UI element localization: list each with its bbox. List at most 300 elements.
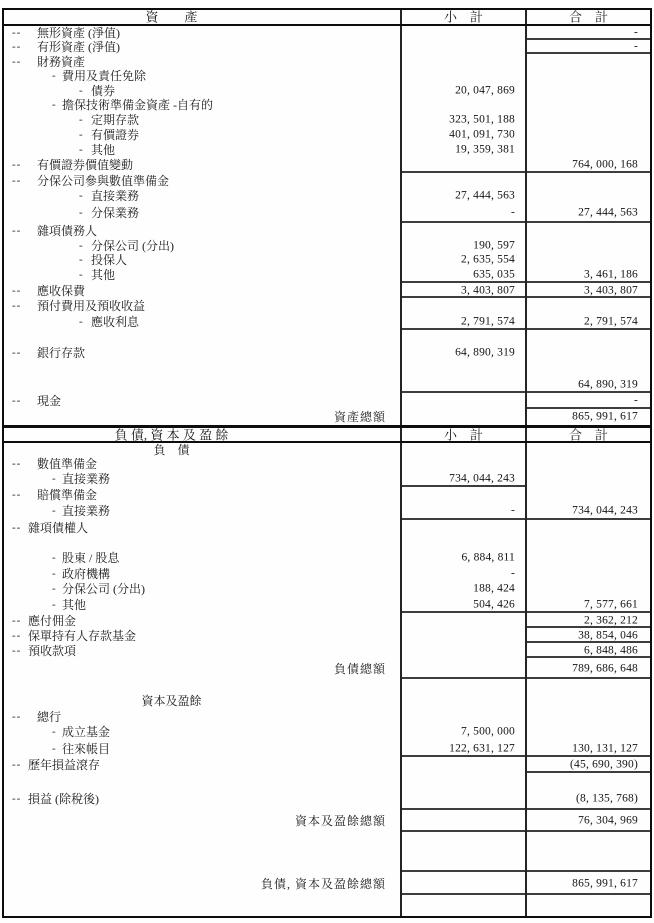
hierarchy-dash: - [79,84,84,96]
subtotal-cell [400,581,525,597]
total-value: 3, 461, 186 [584,268,638,281]
row-label: 數值準備金 [37,457,98,471]
total-cell [525,773,650,787]
total-cell [525,54,650,69]
hierarchy-dash: -- [12,284,22,296]
row-label: 應收保費 [37,283,86,298]
liabilities-column-header: 負 債, 資 本 及 盈 餘 [114,427,229,442]
total-cell [525,566,650,581]
row-label: 有價證券 [91,127,140,142]
label-cell [4,693,400,709]
total-cell [525,298,650,313]
subtotal-cell [400,679,525,693]
total-value: 2, 362, 212 [584,613,638,626]
hierarchy-dash: - [79,206,84,219]
hierarchy-dash: - [79,268,84,281]
label-cell [4,83,400,98]
subtotal-cell [400,740,525,757]
total-cell [525,787,650,810]
table-row [4,69,650,83]
total-value: 130, 131, 127 [572,741,638,754]
subtotal-cell [400,613,525,628]
total-value: 6, 848, 486 [584,643,638,656]
hierarchy-dash: -- [12,521,22,533]
hierarchy-dash: -- [12,710,22,722]
subtotal-cell [400,298,525,313]
hierarchy-dash: - [79,113,84,125]
label-cell [4,376,400,393]
table-row-blank [4,361,650,376]
label-cell [4,298,400,313]
table-row [4,40,650,54]
total-row-label: 負債總額 [333,661,386,676]
subtotal-cell [400,787,525,810]
subtotal-cell [400,832,525,872]
total-cell [525,267,650,283]
total-cell [525,693,650,709]
hierarchy-dash: -- [12,629,22,641]
subtotal-value: 2, 791, 574 [461,314,515,327]
label-cell [4,267,400,283]
subtotal-cell [400,40,525,54]
label-cell [4,566,400,581]
label-cell [4,69,400,83]
total-value: (8, 135, 768) [575,791,638,804]
table-row [4,757,650,773]
row-label: 直接業務 [62,472,111,486]
total-cell [525,238,650,253]
total-value: 64, 890, 319 [578,377,638,390]
row-label: 擔保技術準備金資產 -自有的 [62,98,213,112]
subtotal-column-header: 小 計 [443,427,483,442]
table-row [4,189,650,203]
label-cell [4,10,400,24]
subtotal-cell [400,203,525,223]
subtotal-cell [400,550,525,566]
subtotal-value: 64, 890, 319 [455,346,515,359]
label-cell [4,428,400,441]
total-cell [525,253,650,267]
table-row-blank [4,832,650,872]
subtotal-cell [400,189,525,203]
total-cell [525,502,650,520]
subtotal-cell [400,238,525,253]
row-label: 股東 / 股息 [62,551,120,565]
label-cell [4,40,400,54]
total-value: 3, 403, 807 [584,283,638,296]
hierarchy-dash: - [52,69,57,82]
total-cell [525,471,650,487]
total-value: - [633,26,638,39]
subtotal-value: - [510,504,515,517]
subtotal-cell [400,313,525,330]
subtotal-cell [400,724,525,740]
total-value: - [633,394,638,407]
total-cell [525,872,650,895]
table-row [4,393,650,409]
row-label: 預付費用及預收收益 [37,298,146,313]
subtotal-cell [400,83,525,98]
table-row [4,223,650,238]
row-label: 無形資產 (淨值) [37,26,120,40]
row-label: 銀行存款 [37,346,86,360]
label-cell [4,98,400,112]
total-cell [525,520,650,535]
row-label: 定期存款 [91,112,140,127]
label-cell [4,142,400,157]
total-cell [525,409,650,425]
label-cell [4,787,400,810]
total-cell [525,895,650,916]
label-cell [4,173,400,189]
subtotal-cell [400,487,525,502]
subtotal-cell [400,26,525,40]
subtotal-cell [400,658,525,679]
subtotal-cell [400,393,525,409]
table-row [4,502,650,520]
label-cell [4,361,400,376]
total-cell [525,757,650,773]
total-cell [525,740,650,757]
subtotal-value: 122, 631, 127 [449,741,515,754]
table-row [4,173,650,189]
table-row [4,313,650,330]
hierarchy-dash: - [52,598,57,611]
subtotal-value: 734, 044, 243 [449,472,515,485]
label-cell [4,409,400,425]
subtotal-cell [400,709,525,724]
subtotal-cell [400,643,525,658]
label-cell [4,550,400,566]
hierarchy-dash: -- [12,394,22,407]
table-row-blank [4,773,650,787]
label-cell [4,26,400,40]
label-cell [4,773,400,787]
total-cell [525,550,650,566]
row-label: 成立基金 [62,725,111,739]
total-cell [525,643,650,658]
hierarchy-dash: -- [12,40,22,53]
table-row [4,872,650,895]
total-cell [525,428,650,441]
label-cell [4,895,400,916]
label-cell [4,613,400,628]
total-column-header: 合 計 [568,427,608,442]
subtotal-value: 635, 035 [473,268,515,281]
label-cell [4,253,400,267]
hierarchy-dash: -- [12,488,22,500]
total-cell [525,283,650,298]
subtotal-value: - [510,566,515,579]
subtotal-cell [400,267,525,283]
total-cell [525,112,650,127]
hierarchy-dash: -- [12,792,22,804]
label-cell [4,471,400,487]
total-cell [525,679,650,693]
row-label: 應收利息 [91,314,140,329]
total-cell [525,142,650,157]
subtotal-cell [400,757,525,773]
row-label: 財務資產 [37,54,86,69]
row-label: 保單持有人存款基金 [28,628,137,643]
table-row [4,740,650,757]
label-cell [4,457,400,471]
subtotal-value: 27, 444, 563 [455,189,515,202]
table-row [4,54,650,69]
total-cell [525,157,650,173]
total-cell [525,658,650,679]
subtotal-cell [400,330,525,345]
total-value: 865, 991, 617 [572,410,638,423]
table-row [4,471,650,487]
hierarchy-dash: - [52,472,57,485]
subtotal-cell [400,502,525,520]
row-label: 往來帳目 [62,741,111,756]
total-cell [525,832,650,872]
subtotal-cell [400,142,525,157]
label-cell [4,872,400,895]
label-cell [4,535,400,550]
subtotal-value: - [510,206,515,219]
label-cell [4,502,400,520]
label-cell [4,581,400,597]
subtotal-column-header: 小 計 [443,9,483,25]
subtotal-cell [400,566,525,581]
table-row [4,203,650,223]
label-cell [4,127,400,142]
subtotal-value: 401, 091, 730 [449,127,515,140]
hierarchy-dash: - [79,128,84,140]
hierarchy-dash: - [79,315,84,327]
total-column-header: 合 計 [568,9,608,25]
hierarchy-dash: -- [12,457,22,470]
table-row [4,693,650,709]
total-cell [525,83,650,98]
label-cell [4,724,400,740]
table-row [4,112,650,127]
hierarchy-dash: -- [12,224,22,236]
label-cell [4,157,400,173]
total-row-label: 資產總額 [333,410,386,424]
subtotal-cell [400,773,525,787]
subtotal-cell [400,10,525,24]
row-label: 總行 [37,709,62,724]
subtotal-cell [400,895,525,916]
hierarchy-dash: -- [12,758,22,771]
table-row [4,724,650,740]
hierarchy-dash: - [79,189,84,202]
column-header-row [4,425,650,443]
label-cell [4,487,400,502]
subtotal-cell [400,112,525,127]
hierarchy-dash: - [52,98,57,111]
total-value: 27, 444, 563 [578,206,638,219]
table-row [4,26,650,40]
hierarchy-dash: -- [12,299,22,311]
table-row [4,457,650,471]
row-label: 其他 [62,598,87,612]
label-cell [4,597,400,613]
label-cell [4,223,400,238]
hierarchy-dash: - [79,143,84,155]
row-label: 有形資產 (淨值) [37,40,120,54]
total-value: 7, 577, 661 [584,598,638,611]
label-cell [4,810,400,832]
subtotal-cell [400,693,525,709]
total-cell [525,98,650,112]
table-row-blank [4,679,650,693]
row-label: 損益 (除稅後) [28,791,99,806]
row-label: 有價證券價值變動 [37,158,134,172]
label-cell [4,443,400,457]
hierarchy-dash: -- [12,346,22,359]
subtotal-cell [400,54,525,69]
label-cell [4,628,400,643]
row-label: 政府機構 [62,566,111,581]
table-row [4,443,650,457]
total-value: - [633,40,638,53]
total-row-label: 負債, 資本及盈餘總額 [260,876,386,891]
row-label: 費用及責任免除 [62,69,147,83]
subtotal-cell [400,223,525,238]
subtotal-cell [400,283,525,298]
hierarchy-dash: -- [12,26,22,39]
table-row [4,520,650,535]
table-row [4,157,650,173]
column-header-row [4,10,650,26]
subtotal-value: 6, 884, 811 [461,551,515,564]
total-cell [525,40,650,54]
total-cell [525,457,650,471]
row-label: 雜項債務人 [37,223,98,238]
subtotal-cell [400,98,525,112]
table-row [4,409,650,425]
total-cell [525,345,650,361]
subtotal-cell [400,253,525,267]
table-row [4,267,650,283]
total-value: 76, 304, 969 [578,814,638,827]
hierarchy-dash: - [52,742,57,754]
hierarchy-dash: - [79,253,84,266]
label-cell [4,54,400,69]
balance-sheet-table [2,8,652,918]
row-label: 預收款項 [28,643,77,658]
subtotal-cell [400,376,525,393]
total-value: 789, 686, 648 [572,661,638,674]
subtotal-cell [400,872,525,895]
subtotal-cell [400,520,525,535]
table-row [4,581,650,597]
table-row [4,658,650,679]
label-cell [4,520,400,535]
hierarchy-dash: - [79,239,84,251]
subtotal-value: 323, 501, 188 [449,112,515,125]
assets-column-header: 資 產 [145,9,198,25]
total-cell [525,443,650,457]
total-cell [525,173,650,189]
label-cell [4,643,400,658]
section-title: 負 債 [153,443,190,457]
label-cell [4,345,400,361]
row-label: 分保公司 (分出) [91,238,174,253]
total-value: 764, 000, 168 [572,158,638,171]
subtotal-cell [400,457,525,471]
label-cell [4,203,400,223]
subtotal-value: 504, 426 [473,598,515,611]
total-cell [525,330,650,345]
row-label: 歷年損益滾存 [28,758,101,772]
total-value: (45, 690, 390) [570,758,638,771]
subtotal-value: 190, 597 [473,238,515,251]
total-cell [525,223,650,238]
table-row [4,613,650,628]
table-row [4,298,650,313]
row-label: 賠償準備金 [37,487,98,502]
table-row-blank [4,895,650,916]
total-cell [525,581,650,597]
total-cell [525,613,650,628]
total-row-label: 資本及盈餘總額 [294,814,386,828]
total-cell [525,361,650,376]
subtotal-cell [400,428,525,441]
total-cell [525,26,650,40]
subtotal-cell [400,535,525,550]
table-row [4,643,650,658]
total-cell [525,393,650,409]
total-cell [525,10,650,24]
subtotal-cell [400,345,525,361]
hierarchy-dash: - [52,551,57,564]
label-cell [4,679,400,693]
total-cell [525,189,650,203]
table-row [4,810,650,832]
row-label: 分保公司 (分出) [62,582,145,596]
subtotal-cell [400,361,525,376]
table-row-blank [4,535,650,550]
label-cell [4,658,400,679]
subtotal-cell [400,69,525,83]
hierarchy-dash: -- [12,174,22,187]
subtotal-value: 3, 403, 807 [461,283,515,296]
table-row [4,345,650,361]
label-cell [4,283,400,298]
subtotal-cell [400,597,525,613]
total-cell [525,709,650,724]
total-cell [525,628,650,643]
hierarchy-dash: -- [12,55,22,67]
subtotal-cell [400,471,525,487]
row-label: 現金 [37,394,62,408]
section-title: 資本及盈餘 [141,694,202,708]
hierarchy-dash: - [52,567,57,579]
hierarchy-dash: -- [12,614,22,626]
label-cell [4,709,400,724]
row-label: 直接業務 [91,189,140,203]
subtotal-value: 188, 424 [473,582,515,595]
row-label: 應付佣金 [28,613,77,628]
hierarchy-dash: -- [12,158,22,171]
row-label: 直接業務 [62,504,111,518]
table-row [4,487,650,502]
subtotal-cell [400,628,525,643]
label-cell [4,189,400,203]
table-row [4,253,650,267]
label-cell [4,393,400,409]
table-row [4,709,650,724]
table-row [4,127,650,142]
hierarchy-dash: - [52,504,57,517]
hierarchy-dash: - [52,725,57,738]
